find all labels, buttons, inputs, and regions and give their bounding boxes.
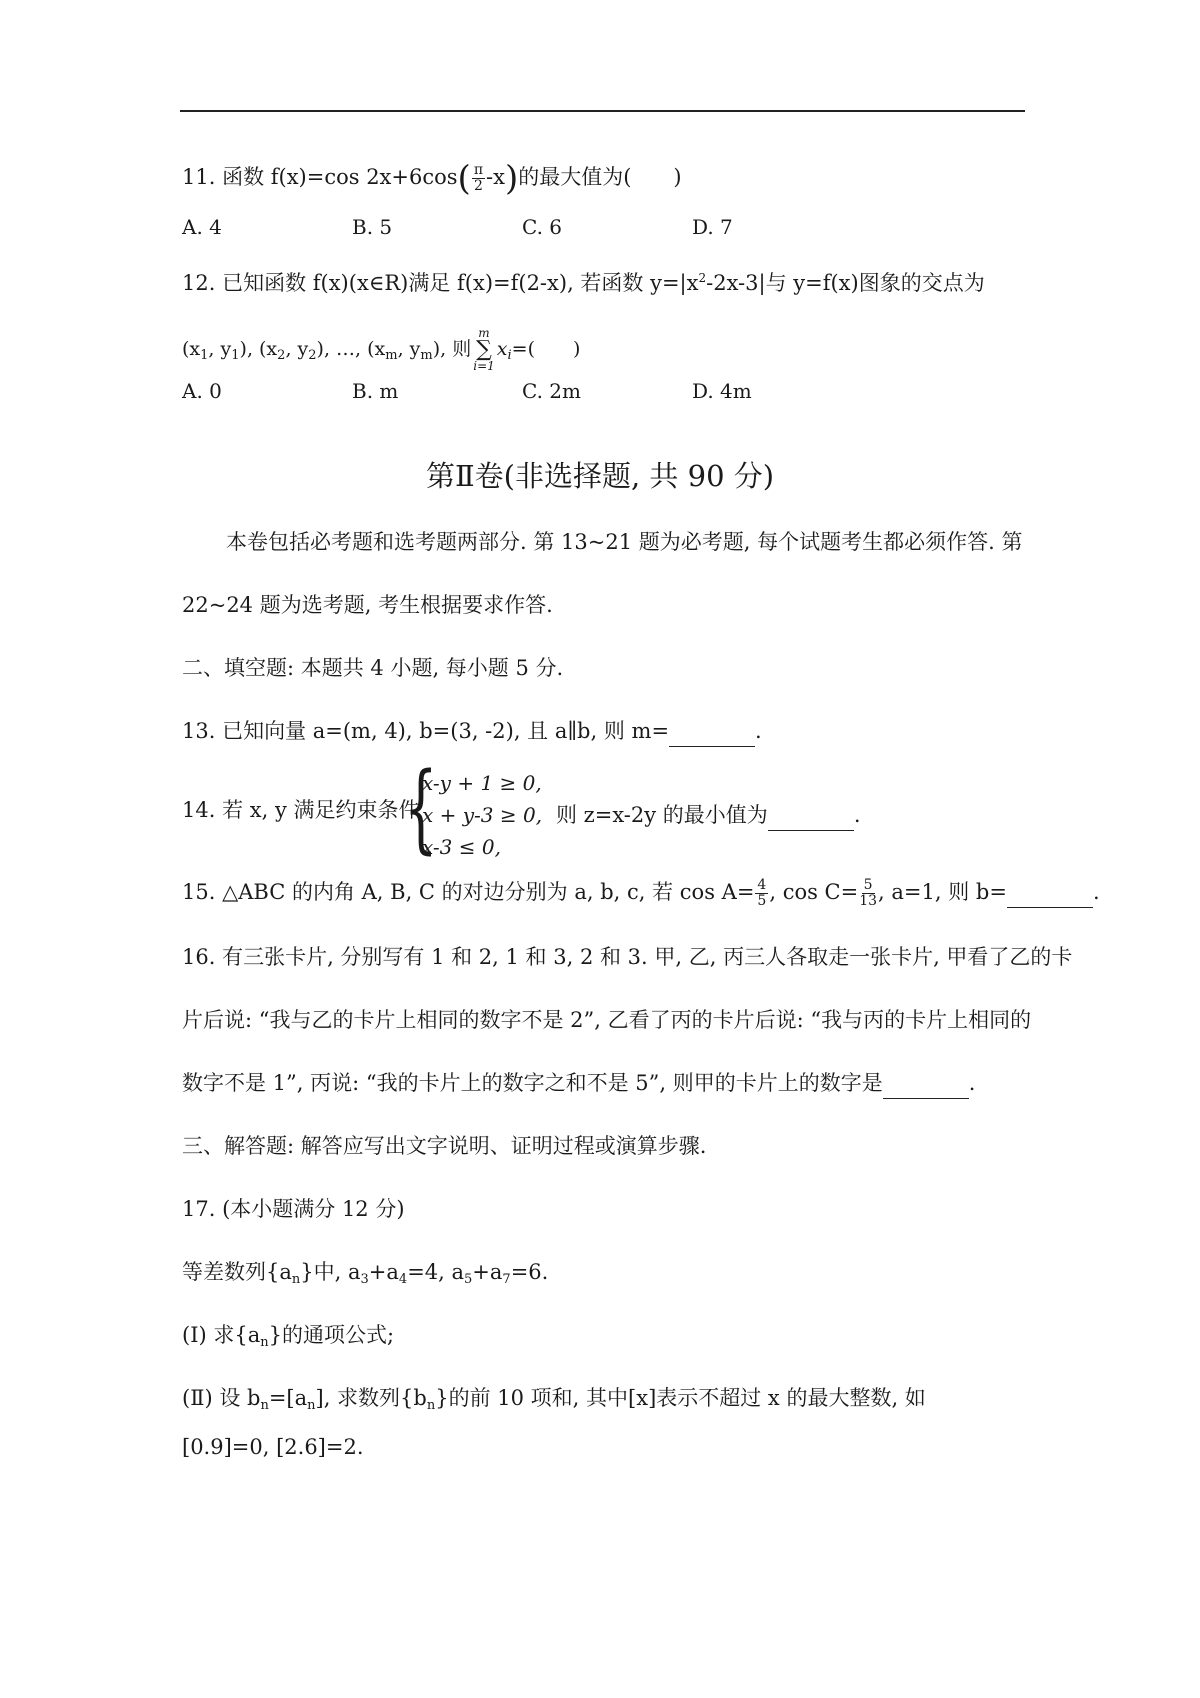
question-17-title: 17. (本小题满分 12 分) — [182, 1197, 405, 1221]
question-17-part-1: (Ⅰ) 求$\{a_n\}$的通项公式; — [182, 1323, 395, 1350]
question-17-stem: 等差数列$\{a_n\}$中, $a_3+a_4=4$, $a_5+a_7=6$. — [182, 1260, 549, 1287]
fraction-4-5: $\frac{4}{5}$ — [757, 877, 767, 909]
question-14-prefix: 14. 若 x, y 满足约束条件 — [182, 798, 420, 822]
q12-option-b: B. m — [352, 379, 399, 403]
header-rule — [180, 110, 1025, 112]
constraint-2: x + y-3 ≥ 0, — [422, 803, 543, 827]
question-15: 15. △ABC 的内角 A, B, C 的对边分别为 a, b, c, 若 cos A= $\frac{4}{5}$ , cos C= $\frac{5}{13}$ , a=1, 则 b= . — [182, 877, 1100, 909]
constraint-1: x-y + 1 ≥ 0, — [422, 771, 542, 795]
part-3-header: 三、解答题: 解答应写出文字说明、证明过程或演算步骤. — [182, 1134, 707, 1158]
q11-option-d: D. 7 — [692, 215, 733, 239]
q12-option-d: D. 4m — [692, 379, 752, 403]
left-brace: { — [404, 752, 438, 864]
question-16-line-1: 16. 有三张卡片, 分别写有 1 和 2, 1 和 3, 2 和 3. 甲, 乙, 丙三人各取走一张卡片, 甲看了乙的卡 — [182, 945, 1073, 969]
question-16-line-3: 数字不是 1”, 丙说: “我的卡片上的数字之和不是 5”, 则甲的卡片上的数字是 . — [182, 1068, 975, 1099]
question-17-part-2: (Ⅱ) 设 $b_n=[a_n]$, 求数列$\{b_n\}$的前 10 项和, 其中[x]表示不超过 x 的最大整数, 如 — [182, 1386, 926, 1413]
q12-option-c: C. 2m — [522, 379, 581, 403]
q11-option-c: C. 6 — [522, 215, 563, 239]
q13-answer-blank — [669, 716, 755, 747]
question-13: 13. 已知向量 a=(m, 4), b=(3, -2), 且 a∥b, 则 m= . — [182, 716, 762, 747]
q14-answer-blank — [768, 800, 854, 831]
section-title: 第Ⅱ卷(非选择题, 共 90 分) — [425, 459, 775, 493]
question-11: 11. 函数 f(x)=cos 2x+6cos( $\frac{\pi}{2}$ -x)的最大值为( ) — [182, 158, 682, 199]
intro-line-2: 22~24 题为选考题, 考生根据要求作答. — [182, 593, 553, 617]
pi-over-2-fraction: $\frac{\pi}{2}$ — [473, 162, 484, 194]
constraint-3: x-3 ≤ 0, — [422, 835, 501, 859]
q11-option-a: A. 4 — [182, 215, 222, 239]
q15-answer-blank — [1007, 877, 1093, 908]
question-12-line-1: 12. 已知函数 f(x)(x∈R)满足 f(x)=f(2-x), 若函数 $y=|x^2-2x-3|$与 y=f(x)图象的交点为 — [182, 271, 985, 295]
question-16-line-2: 片后说: “我与乙的卡片上相同的数字不是 2”, 乙看了丙的卡片后说: “我与丙的卡片上相同的 — [182, 1008, 1032, 1032]
q16-answer-blank — [883, 1068, 969, 1099]
q11-option-b: B. 5 — [352, 215, 393, 239]
question-14-suffix: 则 z=x-2y 的最小值为 . — [556, 800, 861, 831]
q12-option-a: A. 0 — [182, 379, 222, 403]
question-17-part-2-line-2: [0.9]=0, [2.6]=2. — [182, 1435, 364, 1459]
fraction-5-13: $\frac{5}{13}$ — [859, 877, 878, 909]
intro-line-1: 本卷包括必考题和选考题两部分. 第 13~21 题为必考题, 每个试题考生都必须作答. 第 — [226, 530, 1023, 554]
summation-symbol: m ∑ i=1 — [473, 326, 495, 373]
part-2-header: 二、填空题: 本题共 4 小题, 每小题 5 分. — [182, 656, 564, 680]
question-12-line-2: ($x_1$, $y_1$), ($x_2$, $y_2$), …, ($x_m$, $y_m$), 则 m ∑ i=1 $x_i=$( ) — [182, 326, 581, 373]
